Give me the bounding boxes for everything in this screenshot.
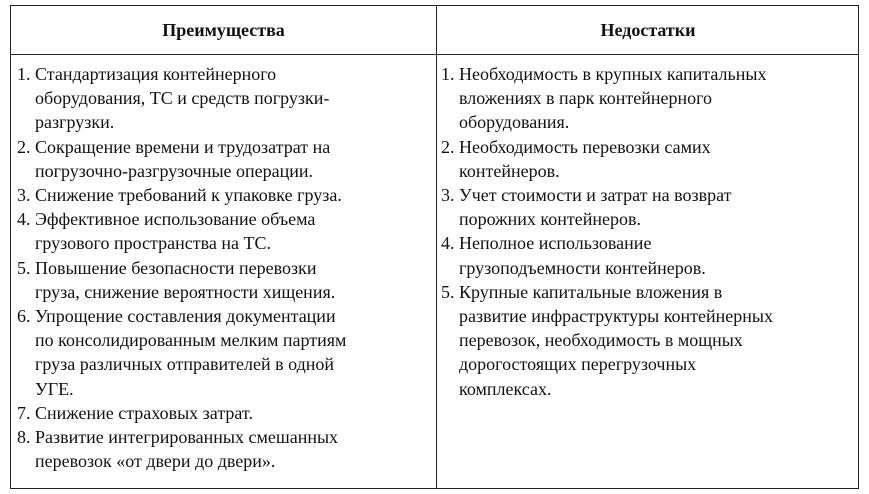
item-text <box>35 304 422 401</box>
item-line: Эффективное использование объема <box>35 209 316 230</box>
disadvantage-item <box>441 62 846 135</box>
item-line: развитие инфраструктуры контейнерных <box>459 306 774 327</box>
item-text <box>35 135 422 183</box>
item-line: Повышение безопасности перевозки <box>35 257 317 278</box>
item-text <box>35 62 422 135</box>
advantage-item <box>17 401 422 425</box>
disadvantage-item <box>441 231 846 279</box>
item-line: перевозок «от двери до двери». <box>35 451 276 472</box>
item-line: контейнеров. <box>459 160 560 181</box>
item-number: 7. <box>17 402 31 423</box>
item-line: дорогостоящих перегрузочных <box>459 354 697 375</box>
item-line: Неполное использование <box>459 233 652 254</box>
item-text <box>35 401 422 425</box>
disadvantage-item <box>441 183 846 231</box>
advantages-header: Преимущества <box>162 19 285 40</box>
item-text <box>35 207 422 255</box>
item-line: Необходимость в крупных капитальных <box>459 64 767 84</box>
item-line: вложениях в парк контейнерного <box>459 88 713 109</box>
item-line: грузоподъемности контейнеров. <box>459 257 706 278</box>
item-number: 5. <box>17 257 31 278</box>
advantage-item <box>17 425 422 473</box>
item-number: 4. <box>17 209 31 230</box>
item-line: комплексах. <box>459 378 552 399</box>
item-line: груза различных отправителей в одной <box>35 354 334 375</box>
column-divider <box>436 6 437 488</box>
item-number: 2. <box>17 136 31 157</box>
disadvantage-item <box>441 135 846 183</box>
disadvantages-header: Недостатки <box>600 19 696 40</box>
item-text <box>459 183 846 231</box>
advantage-item <box>17 135 422 183</box>
item-number: 4. <box>441 233 455 254</box>
item-text <box>459 231 846 279</box>
item-line: Снижение требований к упаковке груза. <box>35 185 342 206</box>
item-number: 1. <box>17 64 31 84</box>
item-line: Крупные капитальные вложения в <box>459 281 723 302</box>
item-line: Учет стоимости и затрат на возврат <box>459 185 732 206</box>
item-line: Стандартизация контейнерного <box>35 64 277 84</box>
disadvantages-list <box>441 62 846 401</box>
item-number: 3. <box>441 185 455 206</box>
item-line: оборудования, ТС и средств погрузки- <box>35 88 330 109</box>
disadvantage-item <box>441 280 846 401</box>
item-number: 5. <box>441 281 455 302</box>
item-number: 2. <box>441 136 455 157</box>
item-text <box>459 62 846 135</box>
item-line: перевозок, необходимость в мощных <box>459 330 743 351</box>
advantage-item <box>17 183 422 207</box>
item-number: 3. <box>17 185 31 206</box>
item-text <box>35 183 422 207</box>
item-text <box>35 256 422 304</box>
item-line: Сокращение времени и трудозатрат на <box>35 136 331 157</box>
advantages-list <box>17 62 422 473</box>
item-text <box>35 425 422 473</box>
item-line: разгрузки. <box>35 112 115 133</box>
item-number: 6. <box>17 306 31 327</box>
item-line: оборудования. <box>459 112 570 133</box>
item-line: УГЕ. <box>35 378 74 399</box>
advantage-item <box>17 256 422 304</box>
item-line: Необходимость перевозки самих <box>459 136 711 157</box>
advantage-item <box>17 207 422 255</box>
header-divider <box>11 54 858 55</box>
item-line: порожних контейнеров. <box>459 209 641 230</box>
item-line: Снижение страховых затрат. <box>35 402 253 423</box>
item-text <box>459 280 846 401</box>
item-number: 1. <box>441 64 455 84</box>
item-line: по консолидированным мелким партиям <box>35 330 347 351</box>
advantage-item <box>17 304 422 401</box>
advantage-item <box>17 62 422 135</box>
item-number: 8. <box>17 427 31 448</box>
item-line: Упрощение составления документации <box>35 306 336 327</box>
item-line: грузового пространства на ТС. <box>35 233 271 254</box>
item-line: погрузочно-разгрузочные операции. <box>35 160 314 181</box>
item-line: Развитие интегрированных смешанных <box>35 427 339 448</box>
item-line: груза, снижение вероятности хищения. <box>35 281 336 302</box>
item-text <box>459 135 846 183</box>
